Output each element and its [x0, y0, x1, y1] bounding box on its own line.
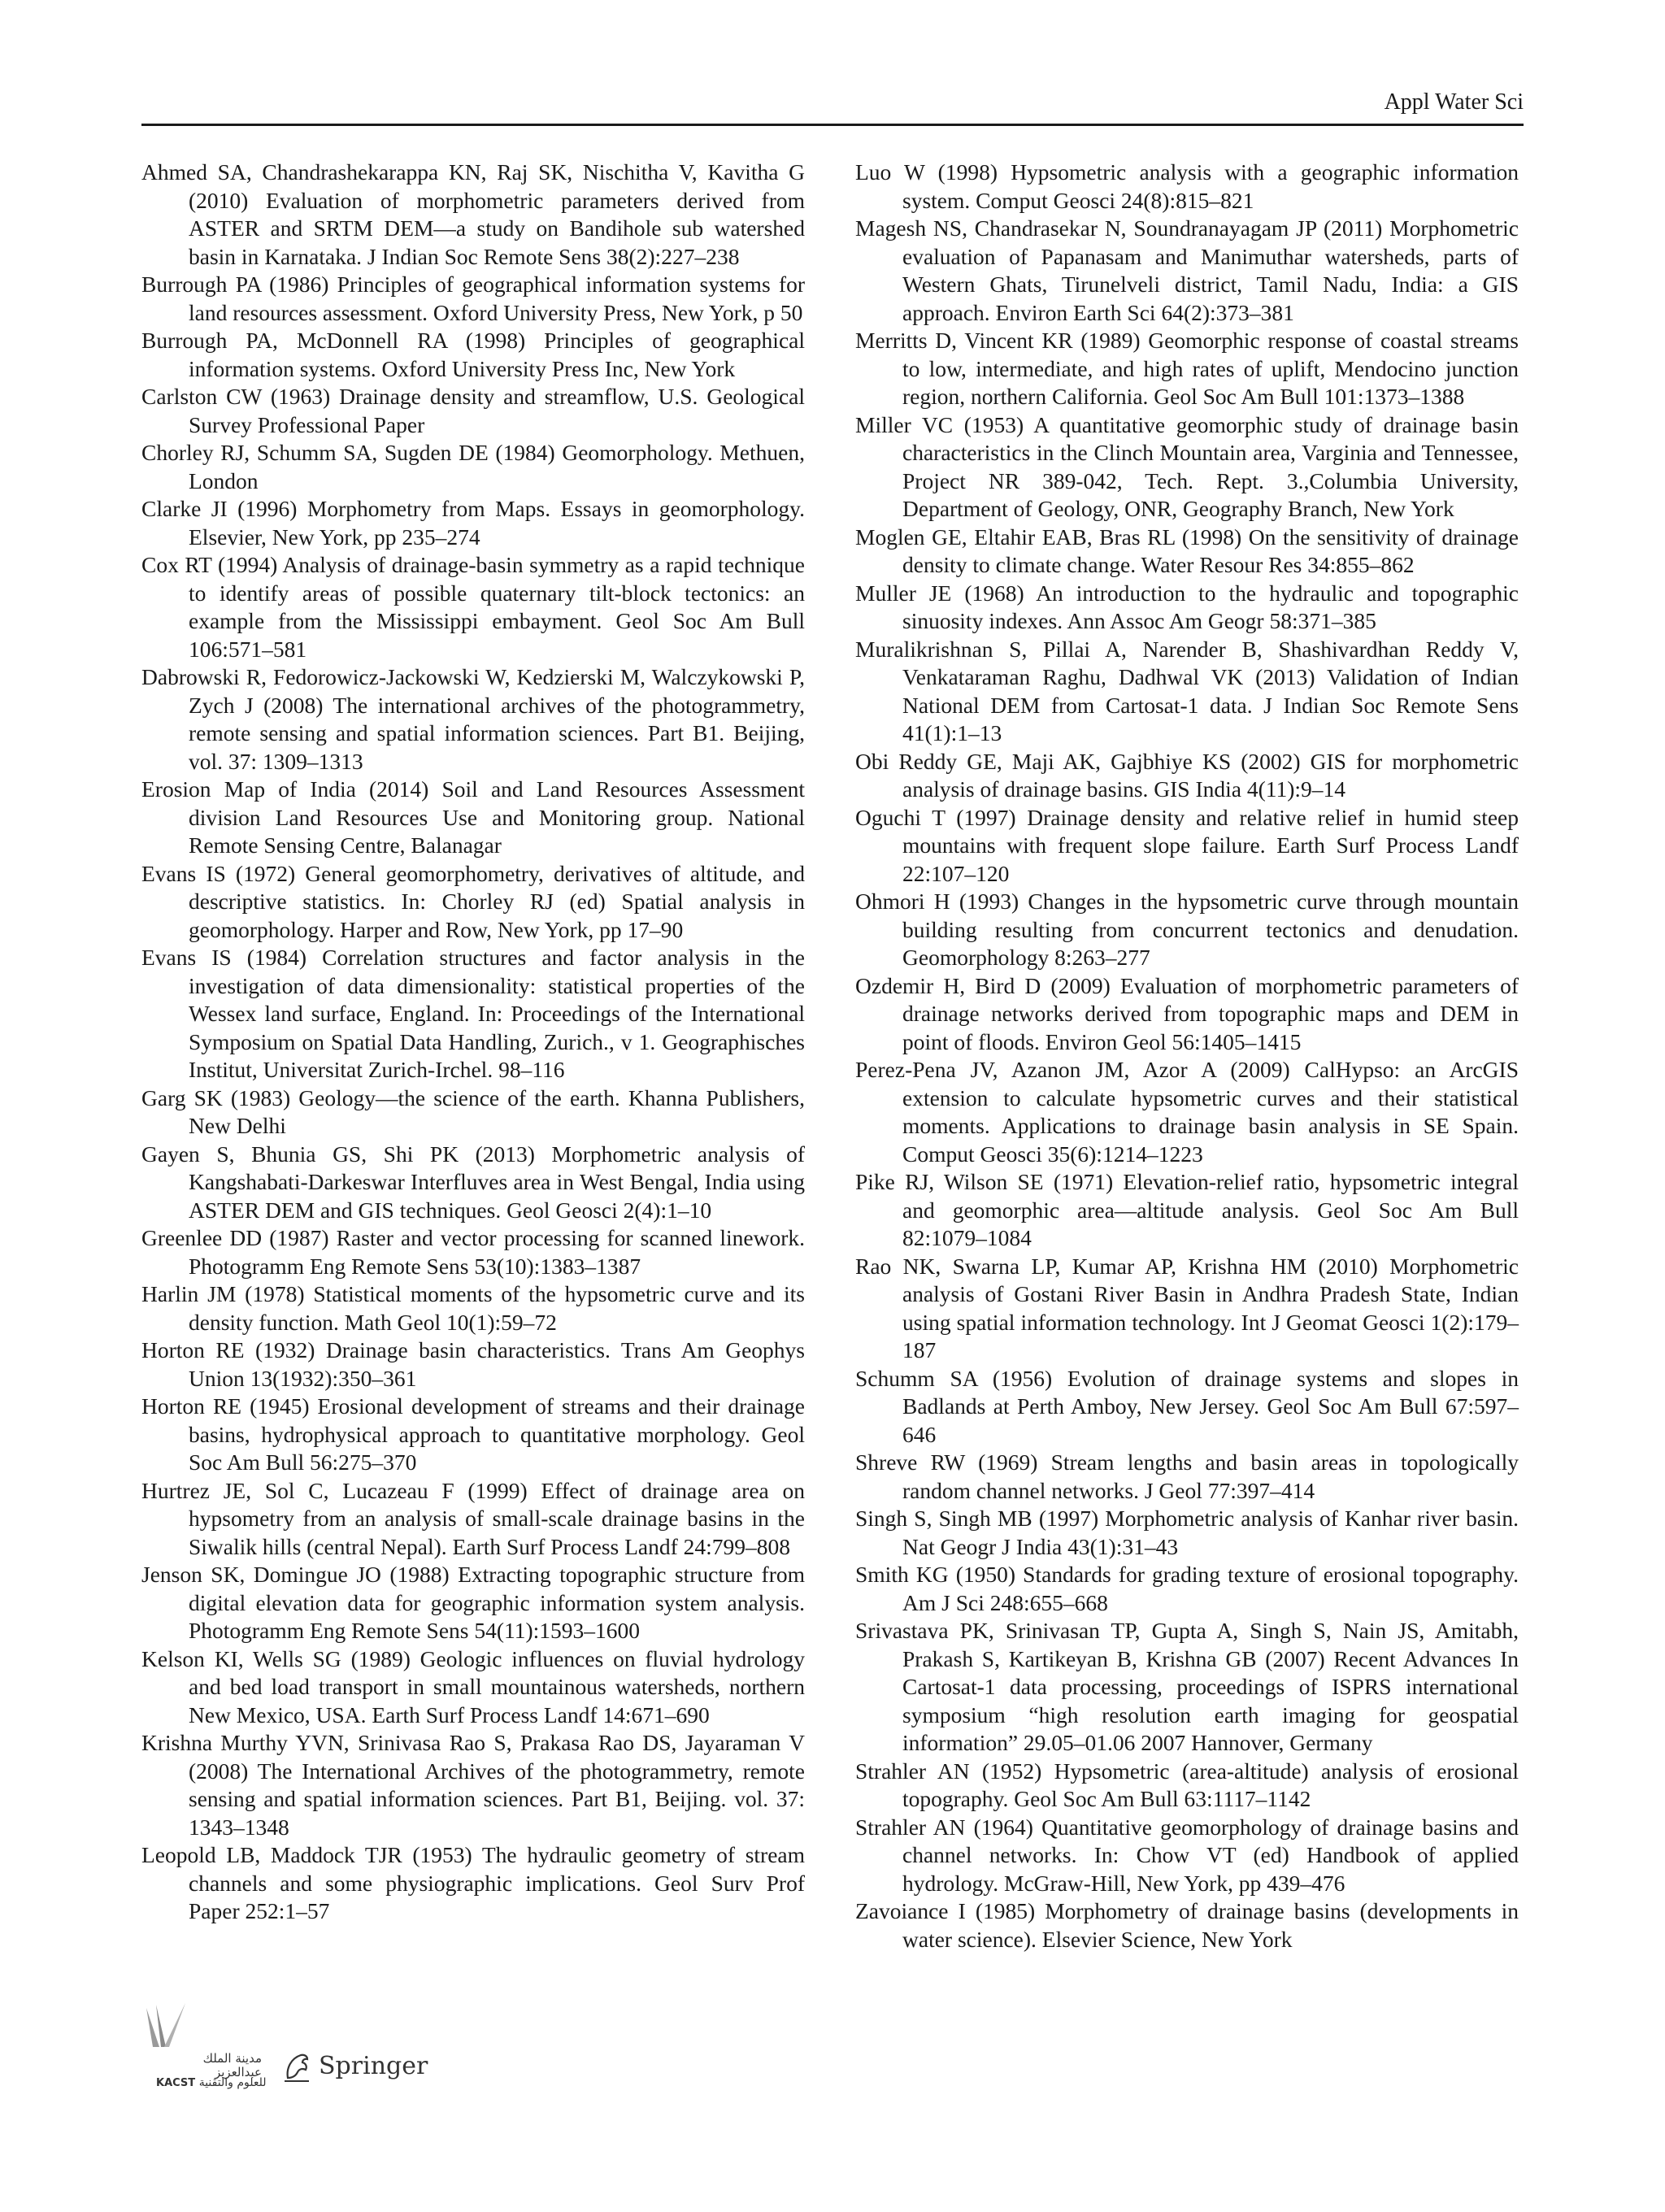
- reference-entry: Merritts D, Vincent KR (1989) Geomorphic response of coastal streams to low, intermediate, and high rates of uplift, Mendocino junction region, northern California. Geol Soc Am Bull 101:1373–1388: [855, 328, 1519, 409]
- reference-entry: Burrough PA, McDonnell RA (1998) Principles of geographical information systems. Oxford University Press Inc, New York: [141, 328, 805, 381]
- reference-entry: Oguchi T (1997) Drainage density and relative relief in humid steep mountains with frequent slope failure. Earth Surf Process Landf 22:107–120: [855, 804, 1519, 886]
- reference-entry: Garg SK (1983) Geology—the science of the earth. Khanna Publishers, New Delhi: [141, 1084, 805, 1138]
- running-header: Appl Water Sci: [1384, 89, 1524, 115]
- reference-entry: Moglen GE, Eltahir EAB, Bras RL (1998) On the sensitivity of drainage density to climate change. Water Resour Res 34:855–862: [855, 524, 1519, 577]
- reference-entry: Hurtrez JE, Sol C, Lucazeau F (1999) Effect of drainage area on hypsometry from an analysis of small-scale drainage basins in the Siwalik hills (central Nepal). Earth Surf Process Landf 24:799–808: [141, 1477, 805, 1559]
- reference-entry: Zavoiance I (1985) Morphometry of drainage basins (developments in water science). Elsevier Science, New York: [855, 1898, 1519, 1952]
- kacst-arabic-line-1: مدينة الملك عبدالعزيز: [202, 2051, 262, 2079]
- reference-entry: Perez-Pena JV, Azanon JM, Azor A (2009) CalHypso: an ArcGIS extension to calculate hypsometric curves and their statistical moments. Applications to drainage basin analysis in SE Spain. Comput Geosci 35(6):1214–1223: [855, 1057, 1519, 1167]
- reference-entry: Carlston CW (1963) Drainage density and streamflow, U.S. Geological Survey Professional Paper: [141, 384, 805, 437]
- reference-entry: Erosion Map of India (2014) Soil and Land Resources Assessment division Land Resources Use and Monitoring group. National Remote Sensing Centre, Balanagar: [141, 776, 805, 858]
- reference-entry: Miller VC (1953) A quantitative geomorphic study of drainage basin characteristics in the Clinch Mountain area, Varginia and Tennessee, Project NR 389-042, Tech. Rept. 3.,Columbia University, Department of Geology, ONR, Geography Branch, New York: [855, 411, 1519, 521]
- kacst-arabic-name: [156, 2052, 262, 2079]
- references-right-column: [855, 159, 1519, 1953]
- reference-entry: Muller JE (1968) An introduction to the hydraulic and topographic sinuosity indexes. Ann Assoc Am Geogr 58:371–385: [855, 580, 1519, 633]
- reference-entry: Gayen S, Bhunia GS, Shi PK (2013) Morphometric analysis of Kangshabati-Darkeswar Interfluves area in West Bengal, India using ASTER DEM and GIS techniques. Geol Geosci 2(4):1–10: [141, 1141, 805, 1223]
- reference-entry: Srivastava PK, Srinivasan TP, Gupta A, Singh S, Nain JS, Amitabh, Prakash S, Kartikeyan B, Krishna GB (2007) Recent Advances In Cartosat-1 data processing, proceedings of ISPRS international symposium “high resolution earth imaging for geospatial information” 29.05–01.06 2007 Hannover, Germany: [855, 1618, 1519, 1755]
- kacst-arabic-line-2: للعلوم والتقنية: [198, 2076, 267, 2089]
- reference-entry: Cox RT (1994) Analysis of drainage-basin symmetry as a rapid technique to identify areas of possible quaternary tilt-block tectonics: an example from the Mississippi embayment. Geol Soc Am Bull 106:571–581: [141, 552, 805, 662]
- reference-entry: Singh S, Singh MB (1997) Morphometric analysis of Kanhar river basin. Nat Geogr J India 43(1):31–43: [855, 1506, 1519, 1559]
- reference-entry: Chorley RJ, Schumm SA, Sugden DE (1984) Geomorphology. Methuen, London: [141, 440, 805, 493]
- reference-entry: Magesh NS, Chandrasekar N, Soundranayagam JP (2011) Morphometric evaluation of Papanasam and Manimuthar watersheds, parts of Western Ghats, Tirunelveli district, Tamil Nadu, India: a GIS approach. Environ Earth Sci 64(2):373–381: [855, 215, 1519, 325]
- references-left-column: [141, 159, 805, 1926]
- reference-entry: Clarke JI (1996) Morphometry from Maps. Essays in geomorphology. Elsevier, New York, pp 235–274: [141, 496, 805, 550]
- reference-entry: Schumm SA (1956) Evolution of drainage systems and slopes in Badlands at Perth Amboy, New Jersey. Geol Soc Am Bull 67:597–646: [855, 1365, 1519, 1447]
- reference-entry: Horton RE (1945) Erosional development of streams and their drainage basins, hydrophysical approach to quantitative morphology. Geol Soc Am Bull 56:275–370: [141, 1393, 805, 1475]
- reference-entry: Burrough PA (1986) Principles of geographical information systems for land resources assessment. Oxford University Press, New York, p 50: [141, 272, 805, 325]
- reference-entry: Jenson SK, Domingue JO (1988) Extracting topographic structure from digital elevation data for geographic information system analysis. Photogramm Eng Remote Sens 54(11):1593–1600: [141, 1562, 805, 1643]
- reference-entry: Shreve RW (1969) Stream lengths and basin areas in topologically random channel networks. J Geol 77:397–414: [855, 1449, 1519, 1503]
- springer-horse-icon: [283, 2050, 312, 2083]
- reference-entry: Evans IS (1972) General geomorphometry, derivatives of altitude, and descriptive statistics. In: Chorley RJ (ed) Spatial analysis in geomorphology. Harper and Row, New York, pp 17–90: [141, 860, 805, 942]
- kacst-abbrev: KACST: [156, 2077, 196, 2089]
- reference-entry: Harlin JM (1978) Statistical moments of the hypsometric curve and its density function. Math Geol 10(1):59–72: [141, 1281, 805, 1335]
- reference-entry: Ozdemir H, Bird D (2009) Evaluation of morphometric parameters of drainage networks derived from topographic maps and DEM in point of floods. Environ Geol 56:1405–1415: [855, 972, 1519, 1054]
- reference-entry: Strahler AN (1964) Quantitative geomorphology of drainage basins and channel networks. In: Chow VT (ed) Handbook of applied hydrology. McGraw-Hill, New York, pp 439–476: [855, 1814, 1519, 1896]
- reference-entry: Ohmori H (1993) Changes in the hypsometric curve through mountain building resulting from concurrent tectonics and denudation. Geomorphology 8:263–277: [855, 889, 1519, 970]
- reference-entry: Leopold LB, Maddock TJR (1953) The hydraulic geometry of stream channels and some physiographic implications. Geol Surv Prof Paper 252:1–57: [141, 1842, 805, 1923]
- reference-entry: Smith KG (1950) Standards for grading texture of erosional topography. Am J Sci 248:655–668: [855, 1562, 1519, 1615]
- reference-entry: Pike RJ, Wilson SE (1971) Elevation-relief ratio, hypsometric integral and geomorphic area—altitude analysis. Geol Soc Am Bull 82:1079–1084: [855, 1169, 1519, 1250]
- reference-entry: Luo W (1998) Hypsometric analysis with a geographic information system. Comput Geosci 24(8):815–821: [855, 159, 1519, 213]
- reference-entry: Krishna Murthy YVN, Srinivasa Rao S, Prakasa Rao DS, Jayaraman V (2008) The International Archives of the photogrammetry, remote sensing and spatial information sciences. Part B1, Beijing. vol. 37: 1343–1348: [141, 1730, 805, 1840]
- springer-wordmark: Springer: [319, 2052, 428, 2080]
- reference-entry: Rao NK, Swarna LP, Kumar AP, Krishna HM (2010) Morphometric analysis of Gostani River Basin in Andhra Pradesh State, Indian using spatial information technology. Int J Geomat Geosci 1(2):179–187: [855, 1253, 1519, 1362]
- kacst-logo-icon: [141, 2001, 190, 2052]
- reference-entry: Ahmed SA, Chandrashekarappa KN, Raj SK, Nischitha V, Kavitha G (2010) Evaluation of morphometric parameters derived from ASTER and SRTM DEM—a study on Bandihole sub watershed basin in Karnataka. J Indian Soc Remote Sens 38(2):227–238: [141, 159, 805, 269]
- reference-entry: Greenlee DD (1987) Raster and vector processing for scanned linework. Photogramm Eng Remote Sens 53(10):1383–1387: [141, 1225, 805, 1279]
- reference-entry: Evans IS (1984) Correlation structures and factor analysis in the investigation of data dimensionality: statistical properties of the Wessex land surface, England. In: Proceedings of the International Symposium on Spatial Data Handling, Zurich., v 1. Geographisches Institut, Universitat Zurich-Irchel. 98–116: [141, 945, 805, 1082]
- reference-entry: Muralikrishnan S, Pillai A, Narender B, Shashivardhan Reddy V, Venkataraman Raghu, Dadhwal VK (2013) Validation of Indian National DEM from Cartosat-1 data. J Indian Soc Remote Sens 41(1):1–13: [855, 636, 1519, 745]
- reference-entry: Dabrowski R, Fedorowicz-Jackowski W, Kedzierski M, Walczykowski P, Zych J (2008) The international archives of the photogrammetry, remote sensing and spatial information sciences. Part B1. Beijing, vol. 37: 1309–1313: [141, 664, 805, 774]
- reference-entry: Kelson KI, Wells SG (1989) Geologic influences on fluvial hydrology and bed load transport in small mountainous watersheds, northern New Mexico, USA. Earth Surf Process Landf 14:671–690: [141, 1645, 805, 1727]
- kacst-label: [156, 2076, 267, 2089]
- reference-entry: Obi Reddy GE, Maji AK, Gajbhiye KS (2002) GIS for morphometric analysis of drainage basins. GIS India 4(11):9–14: [855, 748, 1519, 802]
- header-rule: [141, 124, 1524, 126]
- publisher-footer: [141, 2001, 467, 2091]
- reference-entry: Strahler AN (1952) Hypsometric (area-altitude) analysis of erosional topography. Geol Soc Am Bull 63:1117–1142: [855, 1758, 1519, 1811]
- reference-entry: Horton RE (1932) Drainage basin characteristics. Trans Am Geophys Union 13(1932):350–361: [141, 1337, 805, 1391]
